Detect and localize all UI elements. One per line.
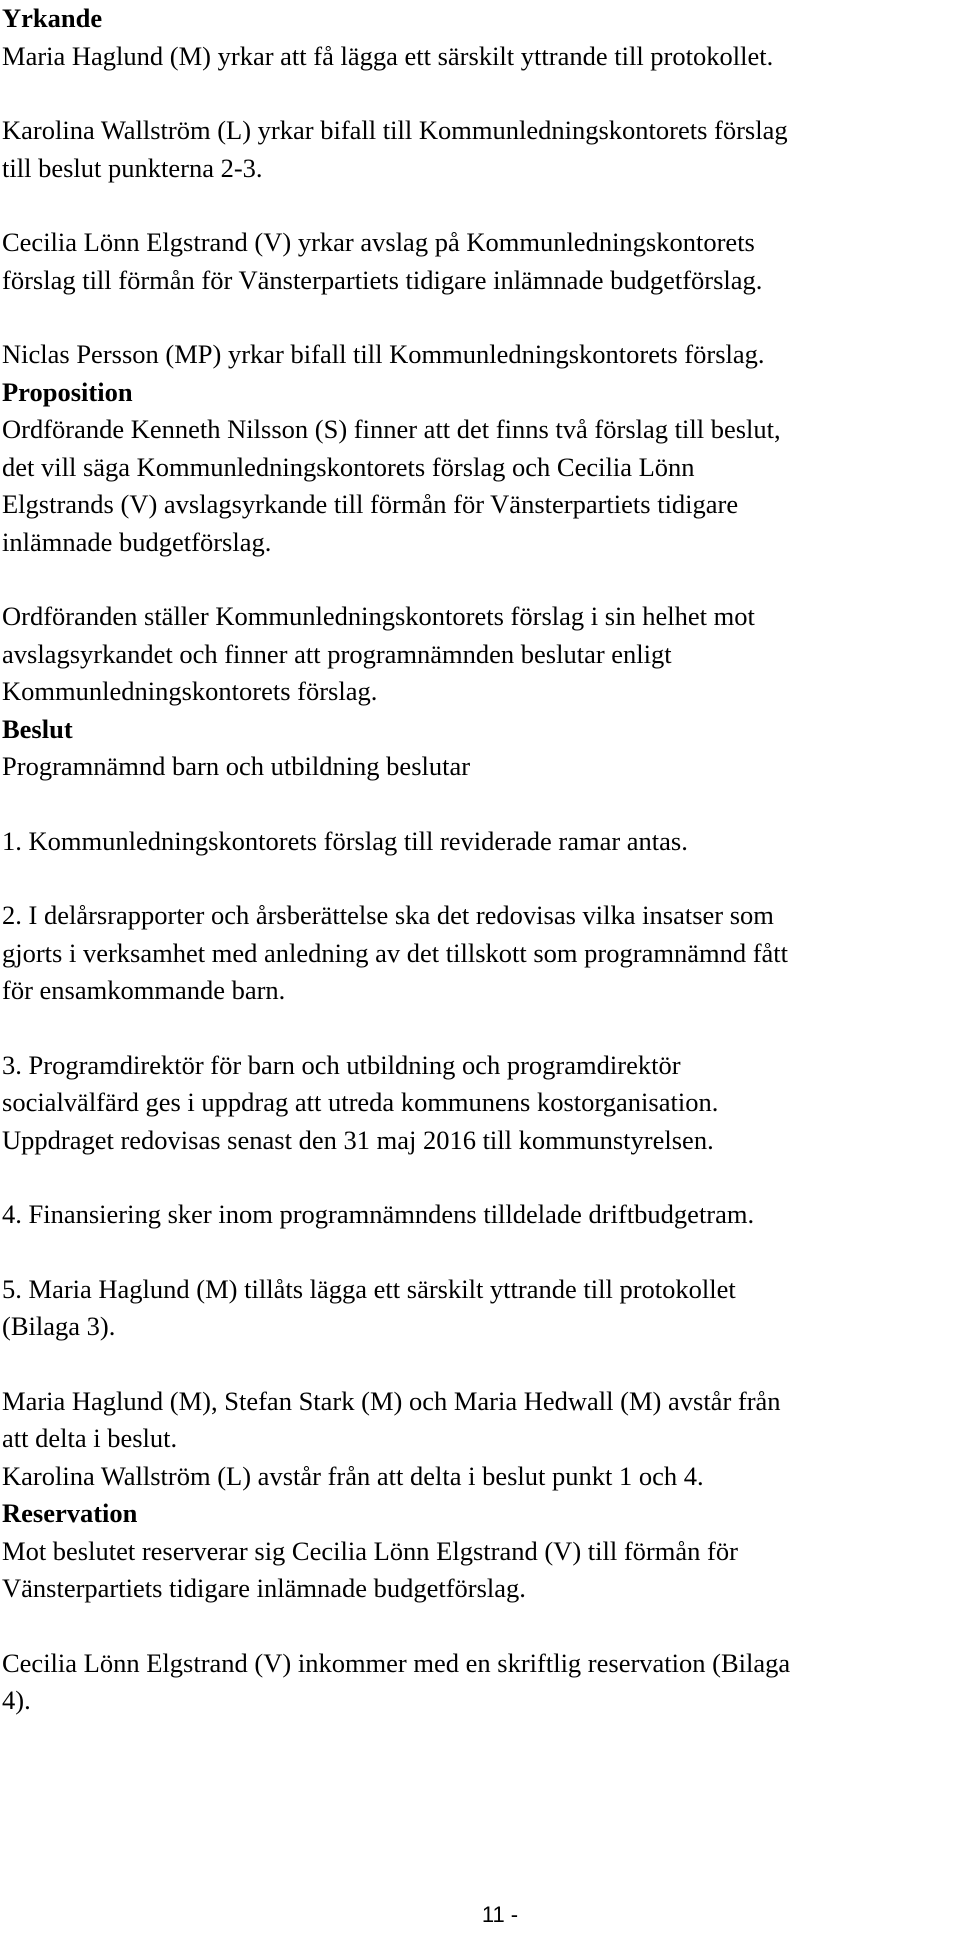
section-yrkande (2, 0, 950, 374)
text-line: Mot beslutet reserverar sig Cecilia Lönn Elgstrand (V) till förmån för (2, 1535, 738, 1566)
decision-item-4 (2, 1196, 950, 1234)
decision-item-1 (2, 823, 950, 861)
text-line: inlämnade budgetförslag. (2, 526, 272, 557)
text-line: Niclas Persson (MP) yrkar bifall till Kommunledningskontorets förslag. (2, 339, 765, 369)
text-line: Karolina Wallström (L) yrkar bifall till Kommunledningskontorets förslag (2, 115, 788, 145)
text-line: Maria Haglund (M), Stefan Stark (M) och Maria Hedwall (M) avstår från (2, 1385, 781, 1416)
text-line: till beslut punkterna 2-3. (2, 152, 263, 183)
text-line: det vill säga Kommunledningskontorets förslag och Cecilia Lönn (2, 451, 695, 482)
paragraph (2, 598, 950, 711)
text-line: Cecilia Lönn Elgstrand (V) inkommer med en skriftlig reservation (Bilaga (2, 1647, 791, 1678)
text-line: att delta i beslut. (2, 1423, 178, 1453)
text-line: Programnämnd barn och utbildning beslutar (2, 751, 471, 781)
abstention-note (2, 1458, 950, 1496)
text-line: för ensamkommande barn. (2, 975, 286, 1005)
text-line: 4. Finansiering sker inom programnämndens tilldelade driftbudgetram. (2, 1199, 755, 1229)
text-line: Vänsterpartiets tidigare inlämnade budgetförslag. (2, 1573, 526, 1603)
text-line: 3. Programdirektör för barn och utbildning och programdirektör (2, 1049, 681, 1080)
section-reservation (2, 1495, 950, 1720)
text-line: Elgstrands (V) avslagsyrkande till förmån för Vänsterpartiets tidigare (2, 489, 739, 519)
text-line: förslag till förmån för Vänsterpartiets tidigare inlämnade budgetförslag. (2, 264, 763, 295)
text-line: Karolina Wallström (L) avstår från att delta i beslut punkt 1 och 4. (2, 1460, 704, 1491)
text-line: Uppdraget redovisas senast den 31 maj 2016 till kommunstyrelsen. (2, 1124, 714, 1155)
paragraph (2, 748, 950, 786)
text-line: 1. Kommunledningskontorets förslag till reviderade ramar antas. (2, 825, 688, 856)
text-line: socialvälfärd ges i uppdrag att utreda kommunens kostorganisation. (2, 1087, 719, 1117)
text-line: 4). (2, 1685, 31, 1715)
text-line: 2. I delårsrapporter och årsberättelse ska det redovisas vilka insatser som (2, 900, 774, 930)
text-line: Maria Haglund (M) yrkar att få lägga ett särskilt yttrande till protokollet. (2, 40, 774, 71)
paragraph (2, 1533, 950, 1608)
text-line: gjorts i verksamhet med anledning av det tillskott som programnämnd fått (2, 937, 789, 968)
text-line: avslagsyrkandet och finner att programnämnden beslutar enligt (2, 638, 672, 669)
decision-item-2 (2, 897, 950, 1010)
paragraph (2, 38, 950, 76)
text-line: 5. Maria Haglund (M) tillåts lägga ett särskilt yttrande till protokollet (2, 1273, 736, 1304)
text-line: Ordförande Kenneth Nilsson (S) finner att det finns två förslag till beslut, (2, 414, 781, 444)
decision-item-5 (2, 1271, 950, 1346)
heading-yrkande: Yrkande (2, 3, 103, 33)
paragraph (2, 411, 950, 561)
paragraph (2, 112, 950, 187)
section-proposition (2, 374, 950, 711)
text-line: Ordföranden ställer Kommunledningskontorets förslag i sin helhet mot (2, 601, 755, 631)
heading-reservation: Reservation (2, 1498, 138, 1528)
text-line: Kommunledningskontorets förslag. (2, 676, 378, 706)
abstention-note (2, 1383, 950, 1458)
page-number: 11 - (481, 1902, 519, 1927)
heading-proposition: Proposition (2, 376, 133, 407)
paragraph (2, 1645, 950, 1720)
paragraph (2, 224, 950, 299)
heading-beslut: Beslut (2, 713, 73, 744)
decision-item-3 (2, 1047, 950, 1160)
text-line: Cecilia Lönn Elgstrand (V) yrkar avslag på Kommunledningskontorets (2, 227, 755, 257)
section-beslut (2, 711, 950, 1496)
text-line: (Bilaga 3). (2, 1311, 116, 1341)
paragraph (2, 336, 950, 374)
